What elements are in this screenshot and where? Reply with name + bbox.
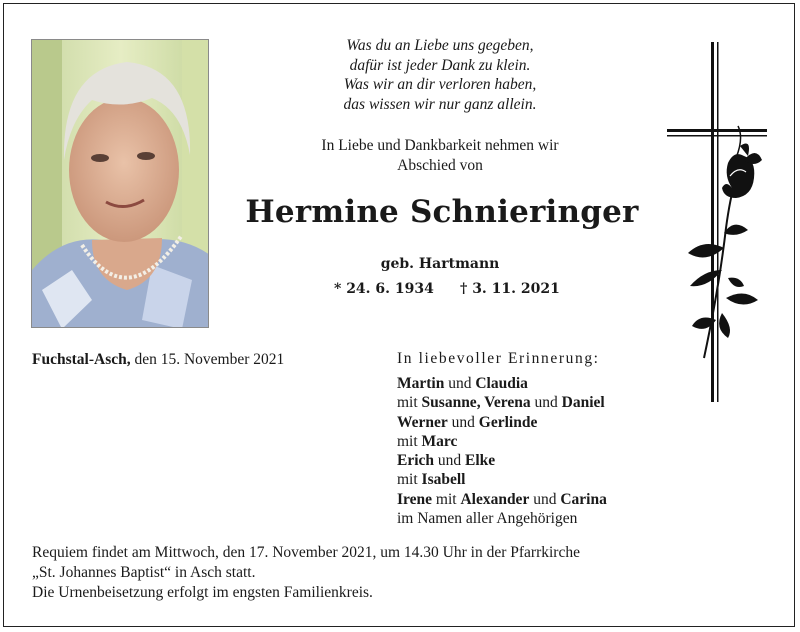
footer-text	[32, 543, 580, 602]
place: Fuchstal-Asch,	[32, 351, 131, 368]
poem-line: das wissen wir nur ganz allein.	[343, 95, 537, 113]
birth-name: geb. Hartmann	[380, 256, 500, 272]
poem-line: dafür ist jeder Dank zu klein.	[349, 56, 531, 74]
intro-line: In Liebe und Dankbarkeit nehmen wir	[321, 137, 559, 154]
mourner-line: Erich und Elke	[397, 452, 496, 470]
mourner-line: Martin und Claudia	[397, 375, 528, 392]
birth-date: * 24. 6. 1934	[334, 281, 434, 297]
poem-line: Was wir an dir verloren haben,	[343, 76, 537, 93]
mourner-line: mit Isabell	[397, 471, 466, 489]
intro-text	[270, 136, 610, 175]
place-date	[32, 351, 284, 369]
mourner-line: mit Marc	[397, 432, 458, 450]
mourner-line: mit Susanne, Verena und Daniel	[397, 394, 605, 412]
portrait-photo	[31, 39, 209, 328]
poem-line: Was du an Liebe uns gegeben,	[346, 37, 534, 54]
cross-with-rose-icon	[664, 38, 774, 408]
memory-heading: In liebevoller Erinnerung:	[397, 350, 600, 367]
intro-line: Abschied von	[397, 156, 483, 174]
mourner-line: im Namen aller Angehörigen	[397, 510, 578, 528]
date: den 15. November 2021	[130, 351, 285, 368]
poem	[300, 36, 580, 114]
deceased-name: Hermine Schnieringer	[245, 194, 639, 230]
footer-line: Requiem findet am Mittwoch, den 17. November 2021, um 14.30 Uhr in der Pfarrkirche	[32, 544, 580, 561]
mourner-line: Irene mit Alexander und Carina	[397, 490, 607, 508]
mourner-line: Werner und Gerlinde	[397, 413, 538, 431]
footer-line: „St. Johannes Baptist“ in Asch statt.	[32, 563, 256, 581]
mourners-list	[397, 374, 607, 528]
footer-line: Die Urnenbeisetzung erfolgt im engsten Familienkreis.	[32, 583, 373, 601]
death-date: † 3. 11. 2021	[460, 281, 560, 297]
